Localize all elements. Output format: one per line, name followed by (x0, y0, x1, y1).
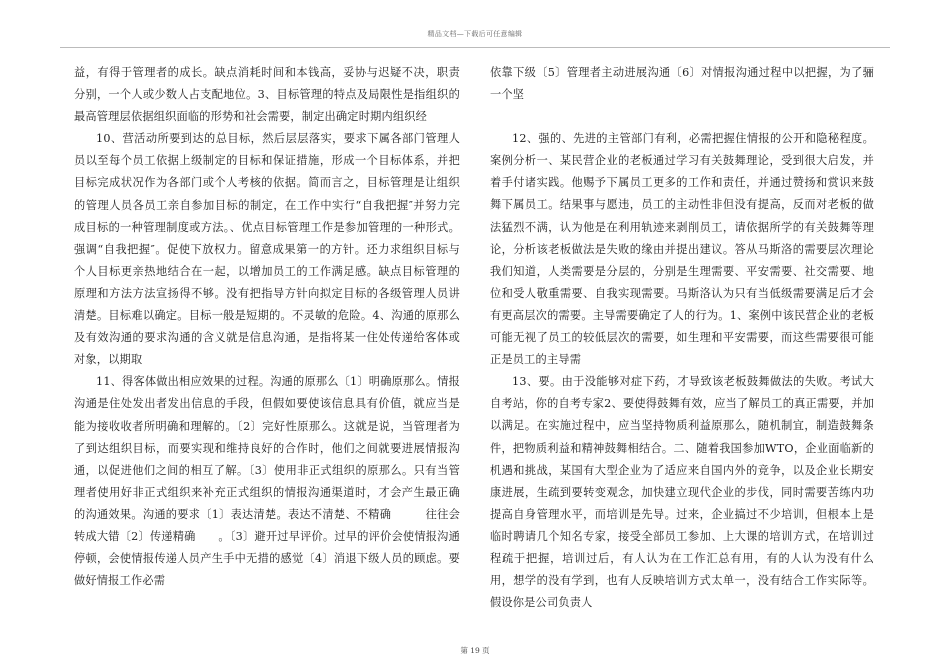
paragraph: 12、强的、先进的主管部门有利，必需把握住情报的公开和隐秘程度。案例分析一、某民营企业的老板通过学习有关鼓舞理论，受到很大启发，并着手付诸实践。他赐予下属员工更多的工作和责任，并通过赞扬和赏识来鼓舞下属员工。结果事与愿违，员工的主动性非但没有提高，反而对老板的做法猛烈不满，认为他是在利用轨迹来剥削员工，请依据所学的有关鼓舞等理论，分析该老板做法是失败的缘由并提出建议。答从马斯洛的需要层次理论我们知道，人类需要是分层的，分别是生理需要、平安需要、社交需要、地位和受人敬重需要、自我实现需要。马斯洛认为只有当低级需要满足后才会有更高层次的需要。主导需要确定了人的行为。1、案例中该民营企业的老板可能无视了员工的较低层次的需要，如生理和平安需要，而这些需要很可能正是员工的主导需 (490, 132, 874, 367)
paragraph: 13、要。由于没能够对症下药，才导致该老板鼓舞做法的失败。考试大自考站，你的自考专家2、要使得鼓舞有效，应当了解员工的真正需要，并加以满足。在实施过程中，应当坚持物质利益原那么，随机制宜，制造鼓舞条件，把物质利益和精神鼓舞相结合。二、随着我国参加WTO，企业面临新的机遇和挑战，某国有大型企业为了适应来自国内外的竞争，以及企业长期安康进展，生疏到要转变观念，加快建立现代企业的步伐，同时需要苦练内功提高自身管理水平，而培训是先导。过来，企业搞过不少培训，但根本上是临时聘请几个知名专家，接受全部员工参加、上大课的培训方式，在培训过程疏于把握，培训过后，有人认为在工作汇总有用，有的人认为没有什么用，想学的没有学到，也有人反映培训方式太单一，没有结合工作实际等。假设你是公司负责人 (490, 375, 874, 610)
page-number: 第 19 页 (460, 646, 490, 655)
paragraph: 10、营活动所要到达的总目标，然后层层落实，要求下属各部门管理人员以至每个员工依据上级制定的目标和保证措施，形成一个目标体系，并把目标完成状况作为各部门或个人考核的依据。简而言之，目标管理是让组织的管理人员各员工亲自参加目标的制定，在工作中实行“自我把握″并努力完成目标的一种管理制度或方法。、优点目标管理工作是参加管理的一种形式。强调“自我把握″。促使下放权力。留意成果第一的方针。还力求组织目标与个人目标更亲热地结合在一起，以增加员工的工作满足感。缺点目标管理的原理和方法方法宣扬得不够。没有把指导方针向拟定目标的各级管理人员讲清楚。目标难以确定。目标一般是短期的。不灵敏的危险。4、沟通的原那么及有效沟通的要求沟通的含义就是信息沟通，是指将某一住处传递给客体或对象，以期取 (74, 132, 460, 367)
header-divider (60, 47, 890, 48)
right-column (490, 62, 874, 614)
paragraph: 益，有得于管理者的成长。缺点消耗时间和本钱高，妥协与迟疑不决，职责分别，一个人或少数人占支配地位。3、目标管理的特点及局限性是指组织的最高管理层依据组织面临的形势和社会需要，制定出确定时期内组织经 (74, 66, 460, 124)
paragraph: 11、得客体做出相应效果的过程。沟通的原那么〔1〕明确原那么。情报沟通是住处发出者发出信息的手段，但假如要使该信息具有价值，就应当是能为接收收者所明确和理解的。〔2〕完好性原那么。这就是说，当管理者为了到达组织目标，而要实现和维持良好的合作时，他们之间就要进展情报沟通，以促进他们之间的相互了解。〔3〕使用非正式组织的原那么。只有当管理者使用好非正式组织来补充正式组织的情报沟通渠道时，才会产生最正确的沟通效果。沟通的要求〔1〕表达清楚。表达不清楚、不精确 往往会转成大错〔2〕传递精确 。〔3〕避开过早评价。过早的评价会使情报沟通停顿，会使情报传递人员产生手中无措的感觉〔4〕消退下级人员的顾虑。要做好情报工作必需 (74, 375, 460, 588)
left-column (74, 62, 460, 592)
paragraph: 依靠下级〔5〕管理者主动进展沟通〔6〕对情报沟通过程中以把握，为了骊一个坚 (490, 66, 874, 102)
page-header: 精品文档—下载后可任意编辑 (427, 30, 523, 38)
